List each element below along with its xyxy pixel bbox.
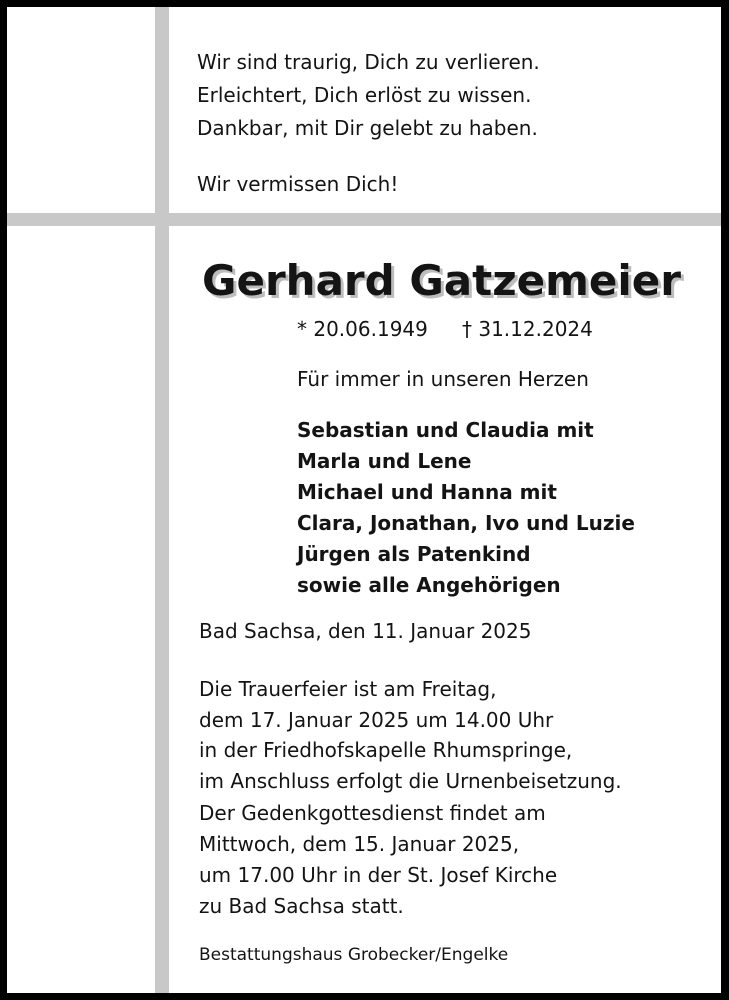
place-date: Bad Sachsa, den 11. Januar 2025: [199, 619, 532, 643]
mourners-list: [297, 415, 635, 601]
obituary-notice: [7, 7, 721, 993]
memorial-service-info: [199, 798, 557, 922]
verse-line: Wir sind traurig, Dich zu verlieren.: [197, 50, 540, 74]
mourner-line: sowie alle Angehörigen: [297, 573, 561, 597]
funeral-line: in der Friedhofskapelle Rhumspringe,: [199, 738, 573, 762]
funeral-info: [199, 674, 622, 796]
mourner-line: Michael und Hanna mit: [297, 480, 557, 504]
memorial-line: um 17.00 Uhr in der St. Josef Kirche: [199, 863, 558, 887]
funeral-line: Die Trauerfeier ist am Freitag,: [199, 677, 497, 701]
funeral-line: im Anschluss erfolgt die Urnenbeisetzung.: [199, 768, 622, 793]
funeral-line: dem 17. Januar 2025 um 14.00 Uhr: [199, 707, 554, 732]
mourner-line: Jürgen als Patenkind: [297, 542, 531, 566]
mourner-line: Clara, Jonathan, Ivo und Luzie: [297, 511, 635, 535]
death-date: † 31.12.2024: [462, 317, 593, 341]
memorial-line: Der Gedenkgottesdienst findet am: [199, 801, 546, 825]
motto: Für immer in unseren Herzen: [297, 367, 589, 391]
mourner-line: Sebastian und Claudia mit: [297, 418, 594, 442]
deceased-name: Gerhard Gatzemeier: [202, 256, 681, 305]
cross-horizontal-bar: [7, 213, 721, 226]
verse-line: Erleichtert, Dich erlöst zu wissen.: [197, 83, 532, 107]
verse-closing: Wir vermissen Dich!: [197, 172, 399, 196]
verse: [197, 46, 540, 145]
birth-date: * 20.06.1949: [297, 317, 428, 341]
mourner-line: Marla und Lene: [297, 449, 472, 473]
memorial-line: Mittwoch, dem 15. Januar 2025,: [199, 832, 520, 856]
memorial-line: zu Bad Sachsa statt.: [199, 894, 404, 918]
verse-line: Dankbar, mit Dir gelebt zu haben.: [197, 116, 538, 140]
cross-vertical-bar: [155, 7, 169, 993]
undertaker: Bestattungshaus Grobecker/Engelke: [199, 945, 509, 965]
